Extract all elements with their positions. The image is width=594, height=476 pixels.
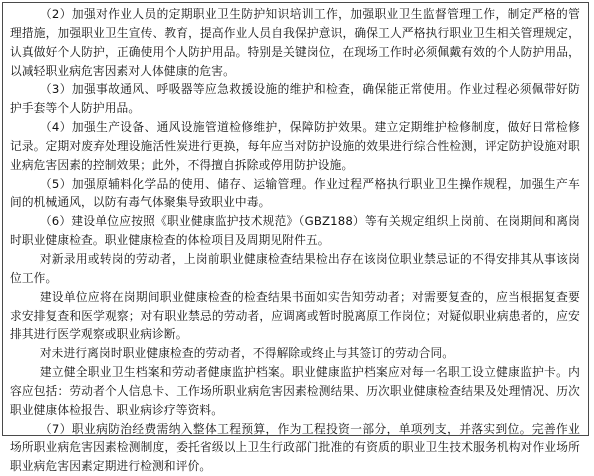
document-text-block [2, 2, 589, 474]
paragraph-item-6-health-check: （6）建设单位应按照《职业健康监护技术规范》（GBZ188）等有关规定组织上岗前、在岗期间和离岗时职业健康检查。职业健康检查的体检项目及周期见附件五。 [10, 214, 580, 248]
paragraph-health-records: 建立健全职业卫生档案和劳动者健康监护档案。职业健康监护档案应对每一名职工设立健康监护卡。内容应包括：劳动者个人信息卡、工作场所职业病危害因素检测结果、历次职业健康检查结果及处理情况、历次职业健康体检报告、职业病诊疗等资料。 [10, 365, 580, 417]
paragraph-item-4-maintenance: （4）加强生产设备、通风设施管道检修维护，保障防护效果。建立定期维护检修制度，做好日常检修记录。定期对废弃处理设施活性炭进行更换，每年应当对防护设施的效果进行综合性检测，评定防护设施对职业病危害因素的控制效果；此外，不得擅自拆除或停用防护设施。 [10, 120, 580, 172]
paragraph-item-5-chemicals: （5）加强原辅料化学品的使用、储存、运输管理。作业过程严格执行职业卫生操作规程，加强生产车间的机械通风，以防有毒气体聚集导致职业中毒。 [10, 176, 580, 210]
paragraph-item-7-funding: （7）职业病防治经费需纳入整体工程预算，作为工程投资一部分，单项列支，并落实到位。完善作业场所职业病危害因素检测制度，委托省级以上卫生行政部门批准的有资质的职业卫生技术服务机构对作业场所职业病危害因素定期进行检测和评价。 [10, 421, 580, 474]
paragraph-item-3-emergency: （3）加强事故通风、呼吸器等应急救援设施的维护和检查，确保能正常使用。作业过程必须佩带好防护手套等个人防护用品。 [10, 82, 580, 116]
paragraph-results-notice: 建设单位应将在岗期间职业健康检查的检查结果书面如实告知劳动者；对需要复查的，应当根据复查要求安排复查和医学观察；对有职业禁忌的劳动者，应调离或暂时脱离原工作岗位；对疑似职业病患者的，应安排其进行医学观察或职业病诊断。 [10, 289, 580, 342]
paragraph-departure-check: 对未进行离岗时职业健康检查的劳动者，不得解除或终止与其签订的劳动合同。 [39, 346, 455, 361]
paragraph-new-hire: 对新录用或转岗的劳动者，上岗前职业健康检查结果检出存在该岗位职业禁忌证的不得安排其从事该岗位工作。 [10, 251, 580, 285]
paragraph-item-2-training: （2）加强对作业人员的定期职业卫生防护知识培训工作，加强职业卫生监督管理工作，制定严格的管理措施，加强职业卫生宣传、教育，提高作业人员自我保护意识，确保工人严格执行职业卫生相关管理规定，认真做好个人防护，正确使用个人防护用品。特别是关键岗位，在现场工作时必须佩戴有效的个人防护用品，以减轻职业病危害因素对人体健康的危害。 [10, 7, 580, 78]
